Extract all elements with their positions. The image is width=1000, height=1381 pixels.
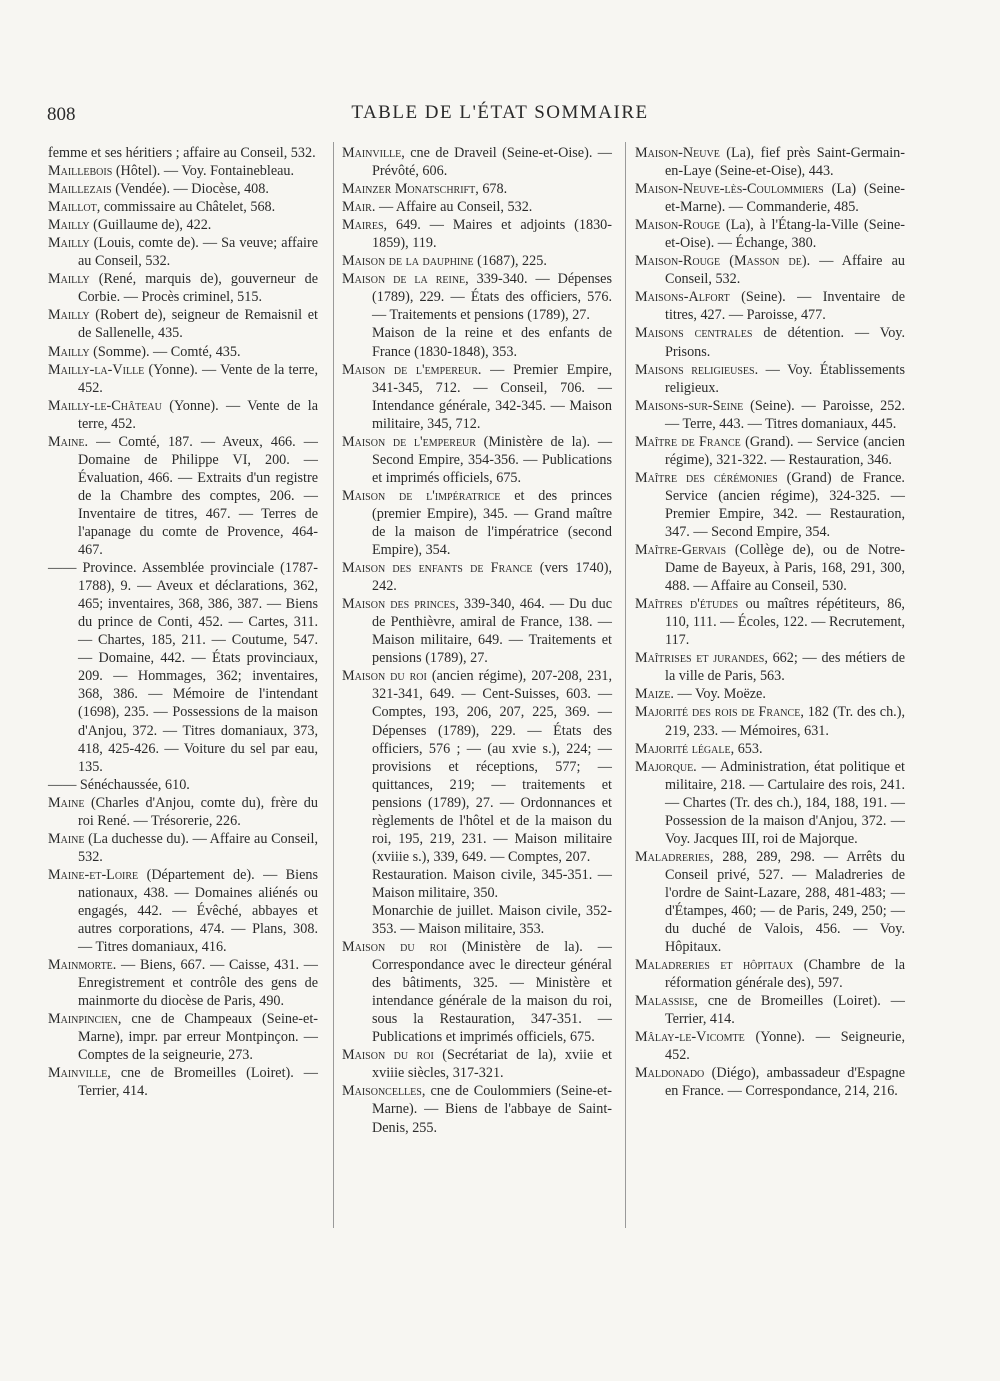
entry-heading: Maison du roi	[342, 668, 427, 685]
entry-text: (Ministère de la). — Second Empire, 354-356. — Publications et imprimés officiels, 675.	[372, 433, 613, 486]
entry-text: ou maîtres répétiteurs, 86, 110, 111. — Écoles, 122. — Recrutement, 117.	[665, 596, 905, 649]
entry-text: femme et ses héritiers ; affaire au Conseil, 532.	[48, 145, 316, 161]
index-entry	[342, 1082, 612, 1136]
column-divider	[333, 142, 334, 1228]
index-entry	[635, 397, 905, 433]
index-entry	[635, 703, 905, 739]
entry-heading: Mailly	[48, 307, 90, 324]
entry-text: . — Administration, état politique et militaire, 218. — Cartulaire des rois, 241. — Chartes (Tr. des ch.), 184, 188, 191. — Possession de la maison d'Anjou, 372. — Voy. Jacques III, roi de Majorque.	[665, 758, 905, 847]
entry-heading: Mâlay-le-Vicomte	[635, 1029, 745, 1046]
index-entry	[48, 234, 318, 270]
entry-text: (Seine). — Paroisse, 252. — Terre, 443. — Titres domaniaux, 445.	[665, 397, 905, 432]
entry-heading: Maîtres d'études	[635, 596, 739, 613]
entry-heading: Mailly-le-Château	[48, 397, 162, 414]
entry-heading: Maître des cérémonies	[635, 469, 778, 486]
index-entry	[48, 162, 318, 180]
entry-heading: Mainmorte	[48, 957, 113, 974]
entry-heading: Maison-Rouge (Masson de)	[635, 253, 807, 270]
entry-text: , 288, 289, 298. — Arrêts du Conseil privé, 527. — Maladreries de l'ordre de Saint-Lazare, 288, 481-483; — d'Étampes, 460; — de Paris, 249, 250; — du duché de Valois, 456. — Voy. Hôpitaux.	[665, 848, 905, 956]
entry-heading: Mailly	[48, 343, 90, 360]
entry-text: . — Affaire au Conseil, 532.	[371, 199, 533, 216]
index-entry	[635, 144, 905, 180]
entry-text: (Vendée). — Diocèse, 408.	[111, 181, 269, 198]
index-entry	[635, 992, 905, 1028]
entry-text: (Grand) de France. Service (ancien régime), 324-325. — Premier Empire, 342. — Restauration, 347. — Second Empire, 354.	[665, 469, 905, 540]
entry-text: , cne de Coulommiers (Seine-et-Marne). — Biens de l'abbaye de Saint-Denis, 255.	[372, 1083, 612, 1136]
index-entry	[48, 956, 318, 1010]
entry-heading: Maîtrises et jurandes	[635, 650, 765, 667]
index-entry	[342, 144, 612, 180]
index-entry	[48, 270, 318, 306]
entry-heading: Maison des enfants de France	[342, 560, 533, 577]
index-entry	[635, 848, 905, 956]
entry-text: , cne de Champeaux (Seine-et-Marne), impr. par erreur Montpinçon. — Comptes de la seigneurie, 273.	[78, 1011, 318, 1064]
index-entry	[48, 794, 318, 830]
entry-text: —— Sénéchaussée, 610.	[48, 776, 190, 793]
entry-heading: Maires	[342, 217, 384, 234]
index-entry	[48, 216, 318, 234]
entry-text: (Guillaume de), 422.	[89, 217, 212, 234]
index-entry	[342, 559, 612, 595]
index-entry	[342, 1046, 612, 1082]
index-entry	[635, 216, 905, 252]
entry-heading: Maillebois	[48, 163, 113, 180]
index-entry	[342, 324, 612, 360]
entry-heading: Maine-et-Loire	[48, 866, 139, 883]
index-entry	[635, 324, 905, 360]
index-entry	[342, 487, 612, 559]
index-entry	[48, 433, 318, 559]
index-entry	[342, 433, 612, 487]
entry-heading: Maisons centrales	[635, 325, 753, 342]
index-entry	[635, 541, 905, 595]
entry-text: (Grand). — Service (ancien régime), 321-322. — Restauration, 346.	[665, 433, 905, 468]
entry-heading: Maison de la dauphine	[342, 253, 474, 270]
entry-heading: Maison du roi	[342, 939, 447, 956]
entry-text: (Robert de), seigneur de Remaisnil et de Sallenelle, 435.	[78, 307, 318, 342]
entry-heading: Maisons religieuses	[635, 361, 755, 378]
index-entry	[48, 361, 318, 397]
entry-text: de détention. — Voy. Prisons.	[665, 325, 906, 360]
entry-text: , 649. — Maires et adjoints (1830-1859), 119.	[372, 217, 612, 252]
entry-text: . — Voy. Établissements religieux.	[665, 361, 905, 396]
index-column-right	[635, 144, 905, 1100]
entry-text: (Diégo), ambassadeur d'Espagne en France. — Correspondance, 214, 216.	[665, 1065, 905, 1100]
index-entry	[48, 559, 318, 776]
entry-text: Monarchie de juillet. Maison civile, 352-353. — Maison militaire, 353.	[372, 902, 612, 938]
entry-text: , 653.	[730, 740, 763, 757]
entry-text: . — Voy. Moëze.	[670, 686, 766, 703]
entry-heading: Maladreries	[635, 848, 710, 865]
entry-text: , 339-340. — Dépenses (1789), 229. — États des officiers, 576. — Traitements et pensions (1789), 27.	[372, 271, 612, 324]
entry-text: (vers 1740), 242.	[372, 560, 612, 595]
entry-text: (Secrétariat de la), xviie et xviiie siècles, 317-321.	[372, 1047, 612, 1082]
entry-text: (Yonne). — Vente de la terre, 452.	[78, 397, 318, 432]
entry-heading: Maison-Rouge	[635, 217, 721, 234]
index-entry	[342, 667, 612, 866]
entry-heading: Maine	[48, 433, 85, 450]
entry-heading: Maison de l'impératrice	[342, 487, 501, 504]
entry-text: , 182 (Tr. des ch.), 219, 233. — Mémoires, 631.	[665, 704, 905, 739]
entry-heading: Maldonado	[635, 1065, 705, 1082]
page-title: TABLE DE L'ÉTAT SOMMAIRE	[351, 102, 649, 123]
entry-heading: Mainpincien	[48, 1011, 118, 1028]
index-entry	[635, 740, 905, 758]
index-entry	[48, 343, 318, 361]
entry-text: , commissaire au Châtelet, 568.	[96, 199, 276, 216]
entry-text: . — Comté, 187. — Aveux, 466. — Domaine de Philippe VI, 200. — Évaluation, 466. — Extraits d'un registre de la Chambre des comptes, 206. — Inventaire de titres, 467. — Terres de l'apanage du comte de Provence, 464-467.	[78, 433, 318, 559]
entry-text: . — Premier Empire, 341-345, 712. — Conseil, 706. — Intendance générale, 342-345. — Maison militaire, 345, 712.	[372, 361, 612, 432]
entry-heading: Mair	[342, 199, 372, 216]
entry-text: , 678.	[475, 181, 508, 198]
index-entry	[635, 595, 905, 649]
entry-text: (Louis, comte de). — Sa veuve; affaire au Conseil, 532.	[78, 235, 318, 270]
index-entry	[48, 830, 318, 866]
index-column-left	[48, 144, 318, 1100]
entry-heading: Maisons-sur-Seine	[635, 397, 744, 414]
entry-text: (Somme). — Comté, 435.	[89, 343, 241, 360]
entry-heading: Maillot	[48, 199, 97, 216]
entry-text: . — Affaire au Conseil, 532.	[665, 253, 905, 288]
entry-text: (Yonne). — Seigneurie, 452.	[665, 1029, 905, 1064]
entry-text: (Département de). — Biens nationaux, 438. — Domaines aliénés ou engagés, 442. — Évêché, abbayes et autres corporations, 474. — Plans, 308. — Titres domaniaux, 416.	[78, 866, 318, 956]
index-entry	[342, 361, 612, 433]
index-entry	[342, 595, 612, 667]
entry-text: —— Province. Assemblée provinciale (1787-1788), 9. — Aveux et déclarations, 362, 465; inventaires, 368, 386, 387. — Biens du prince de Conti, 452. — Cartes, 311. — Chartes, 185, 211. — Coutume, 547. — Domaine, 442. — États provinciaux, 209. — Hommages, 362; inventaires, 368, 386. — Mémoire de l'intendant (1698), 235. — Possessions de la maison d'Anjou, 372. — Titres domaniaux, 373, 418, 425-426. — Voiture du sel par eau, 135.	[48, 560, 318, 775]
index-entry	[635, 252, 905, 288]
entry-heading: Majorque	[635, 758, 694, 775]
index-entry	[48, 1064, 318, 1100]
entry-text: Restauration. Maison civile, 345-351. — Maison militaire, 350.	[372, 866, 612, 901]
entry-heading: Malassise	[635, 993, 695, 1010]
entry-heading: Maison-Neuve	[635, 145, 720, 161]
index-entry	[635, 758, 905, 848]
entry-text: (Chambre de la réformation générale des), 597.	[665, 957, 905, 992]
index-entry	[48, 144, 318, 162]
entry-heading: Mailly	[48, 235, 90, 252]
index-entry	[635, 433, 905, 469]
index-entry	[48, 180, 318, 198]
index-entry	[48, 306, 318, 342]
entry-heading: Maine	[48, 830, 85, 847]
entry-heading: Mainville	[48, 1065, 108, 1082]
index-entry	[342, 866, 612, 902]
entry-heading: Maladreries et hôpitaux	[635, 957, 794, 974]
index-column-middle	[342, 144, 612, 1137]
entry-text: . — Biens, 667. — Caisse, 431. — Enregistrement et contrôle des gens de mainmorte du diocèse de Paris, 490.	[78, 957, 318, 1010]
index-entry	[342, 198, 612, 216]
entry-heading: Maison du roi	[342, 1047, 434, 1064]
entry-text: , 662; — des métiers de la ville de Paris, 563.	[665, 650, 905, 685]
index-entry	[635, 956, 905, 992]
index-entry	[48, 866, 318, 956]
entry-heading: Maine	[48, 794, 85, 811]
entry-heading: Maître-Gervais	[635, 542, 727, 559]
entry-heading: Mailly	[48, 217, 90, 234]
entry-text: , cne de Bromeilles (Loiret). — Terrier, 414.	[78, 1065, 318, 1100]
entry-text: (René, marquis de), gouverneur de Corbie. — Procès criminel, 515.	[78, 271, 318, 306]
page-number: 808	[47, 104, 76, 125]
index-entry	[48, 1010, 318, 1064]
entry-heading: Mailly	[48, 271, 90, 288]
entry-text: (1687), 225.	[473, 253, 547, 270]
entry-heading: Maison de l'empereur	[342, 361, 478, 378]
entry-text: (ancien régime), 207-208, 231, 321-341, 649. — Cent-Suisses, 603. — Comptes, 193, 206, 207, 225, 369. — Dépenses (1789), 229. — États des officiers, 576 ; — (au xvie s.), 224; — provisions et réceptions, 577; — quittances, 219; — traitements et pensions (1789), 27. — Ordonnances et règlements de l'hôtel et de la maison du roi, 195, 219, 231. — Maison militaire (xviiie s.), 339, 649. — Comptes, 207.	[372, 668, 612, 865]
entry-text: (La) (Seine-et-Marne). — Commanderie, 485.	[665, 181, 905, 216]
index-entry	[635, 180, 905, 216]
index-entry	[635, 685, 905, 703]
index-entry	[635, 469, 905, 541]
entry-text: (Seine). — Inventaire de titres, 427. — Paroisse, 477.	[665, 289, 905, 324]
entry-text: (La), fief près Saint-Germain-en-Laye (Seine-et-Oise), 443.	[665, 145, 905, 180]
entry-text: (Charles d'Anjou, comte du), frère du roi René. — Trésorerie, 226.	[78, 794, 318, 829]
entry-text: (La), à l'Étang-la-Ville (Seine-et-Oise). — Échange, 380.	[665, 217, 905, 252]
entry-heading: Mainville	[342, 145, 402, 161]
entry-heading: Maize	[635, 686, 671, 703]
entry-heading: Mainzer Monatschrift	[342, 181, 476, 198]
entry-text: (Yonne). — Vente de la terre, 452.	[78, 361, 318, 396]
index-entry	[48, 397, 318, 433]
entry-heading: Majorité légale	[635, 740, 731, 757]
entry-heading: Maillezais	[48, 181, 112, 198]
entry-heading: Maison des princes	[342, 596, 456, 613]
entry-text: (Ministère de la). — Correspondance avec le directeur général des bâtiments, 325. — Ministère et intendance générale de la maison du roi, sous la Restauration, 347-351. — Publications et imprimés officiels, 675.	[372, 939, 612, 1046]
entry-heading: Maître de France	[635, 433, 741, 450]
entry-text: , cne de Bromeilles (Loiret). — Terrier, 414.	[665, 993, 905, 1028]
entry-heading: Maison de la reine	[342, 271, 466, 288]
index-entry	[635, 288, 905, 324]
entry-heading: Majorité des rois de France	[635, 704, 801, 721]
index-entry	[342, 902, 612, 938]
entry-heading: Maison de l'empereur	[342, 433, 476, 450]
index-entry	[48, 776, 318, 794]
index-entry	[342, 252, 612, 270]
index-entry	[48, 198, 318, 216]
entry-heading: Maison-Neuve-lès-Coulommiers	[635, 181, 824, 198]
column-divider	[625, 142, 626, 1228]
index-entry	[342, 270, 612, 324]
index-entry	[635, 1028, 905, 1064]
entry-text: , 339-340, 464. — Du duc de Penthièvre, amiral de France, 138. — Maison militaire, 649. — Traitements et pensions (1789), 27.	[372, 596, 612, 667]
index-entry	[635, 649, 905, 685]
entry-heading: Mailly-la-Ville	[48, 361, 145, 378]
index-entry	[342, 180, 612, 198]
entry-text: (La duchesse du). — Affaire au Conseil, 532.	[78, 830, 318, 865]
entry-text: , cne de Draveil (Seine-et-Oise). — Prévôté, 606.	[372, 145, 612, 180]
entry-text: Maison de la reine et des enfants de France (1830-1848), 353.	[372, 325, 612, 360]
index-entry	[342, 938, 612, 1046]
index-entry	[342, 216, 612, 252]
index-entry	[635, 1064, 905, 1100]
entry-heading: Maisoncelles	[342, 1083, 422, 1100]
index-entry	[635, 361, 905, 397]
entry-text: (Collège de), ou de Notre-Dame de Bayeux, à Paris, 168, 291, 300, 488. — Affaire au Conseil, 530.	[665, 542, 905, 595]
entry-text: et des princes (premier Empire), 345. — Grand maître de la maison de l'impératrice (second Empire), 354.	[372, 487, 612, 559]
entry-text: (Hôtel). — Voy. Fontainebleau.	[112, 163, 295, 180]
entry-heading: Maisons-Alfort	[635, 289, 730, 306]
